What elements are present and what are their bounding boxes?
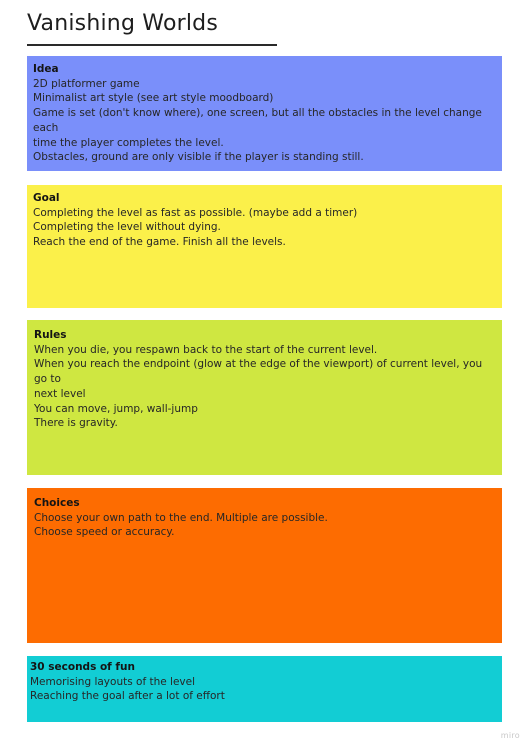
goal-line: Completing the level as fast as possible. (maybe add a timer) (33, 206, 358, 219)
choices-line: Choose your own path to the end. Multiple are possible. (34, 511, 328, 524)
fun-heading: 30 seconds of fun (30, 661, 135, 673)
goal-card[interactable] (27, 185, 502, 308)
idea-heading: Idea (33, 63, 59, 75)
choices-line: Choose speed or accuracy. (34, 526, 175, 539)
goal-line: Completing the level without dying. (33, 221, 221, 234)
page-title: Vanishing Worlds (27, 11, 219, 36)
idea-line: Game is set (don't know where), one screen, but all the obstacles in the level change each (33, 107, 482, 134)
miro-watermark: miro (500, 731, 520, 740)
rules-line: There is gravity. (34, 417, 118, 430)
rules-line: When you die, you respawn back to the start of the current level. (34, 343, 378, 356)
fun-card[interactable] (27, 656, 502, 722)
rules-line: next level (34, 387, 86, 400)
title-underline (27, 44, 277, 46)
idea-line: 2D platformer game (33, 77, 140, 90)
choices-card[interactable] (27, 488, 502, 643)
fun-line: Reaching the goal after a lot of effort (30, 690, 225, 703)
rules-card[interactable] (27, 320, 502, 475)
rules-line: You can move, jump, wall-jump (34, 402, 198, 415)
goal-line: Reach the end of the game. Finish all the levels. (33, 236, 286, 249)
idea-line: Obstacles, ground are only visible if the player is standing still. (33, 151, 364, 164)
idea-line: time the player completes the level. (33, 136, 224, 149)
idea-card[interactable] (27, 56, 502, 171)
rules-line: When you reach the endpoint (glow at the edge of the viewport) of current level, you go to (34, 358, 483, 386)
fun-line: Memorising layouts of the level (30, 675, 196, 688)
choices-heading: Choices (34, 497, 80, 509)
goal-heading: Goal (33, 192, 60, 204)
idea-line: Minimalist art style (see art style moodboard) (33, 92, 274, 105)
rules-heading: Rules (34, 329, 67, 341)
